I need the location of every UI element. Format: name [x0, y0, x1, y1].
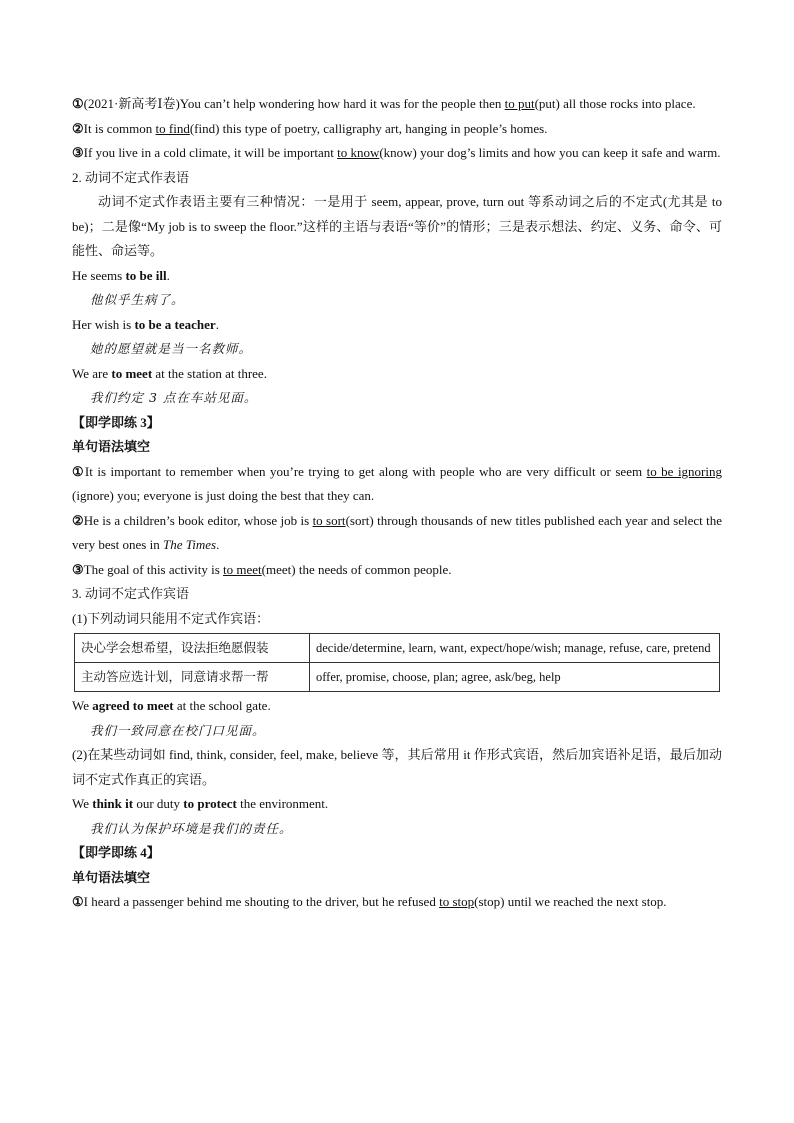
practice-title: 【即学即练 4】 [72, 845, 160, 860]
practice-subtitle: 单句语法填空 [72, 869, 151, 885]
exercise-item: ③The goal of this activity is to meet(meet) the needs of common people. [72, 561, 452, 577]
table-cell-mnemonic: 主动答应选计划，同意请求帮一帮 [75, 663, 310, 692]
example-translation: 我们约定 3 点在车站见面。 [90, 390, 258, 405]
answer: to put [504, 96, 535, 111]
exercise-item: ①(2021·新高考Ⅰ卷)You can’t help wondering how hard it was for the people then to put(put) all those rocks into place. [72, 96, 696, 111]
practice-title: 【即学即练 3】 [72, 414, 160, 430]
example-translation: 她的愿望就是当一名教师。 [90, 341, 253, 356]
example-translation: 我们认为保护环境是我们的责任。 [90, 820, 293, 836]
exercise-item: ③If you live in a cold climate, it will be important to know(know) your dog’s limits and how you can keep it safe and warm. [72, 145, 721, 160]
answer: to find [155, 120, 190, 136]
exercise-item: ②He is a children’s book editor, whose job is to sort(sort) through thousands of new titles published each year and select the very best ones in The Times. [72, 512, 723, 552]
practice-subtitle: 单句语法填空 [72, 439, 151, 454]
answer: to know [337, 145, 380, 160]
exercise-item: ②It is common to find(find) this type of poetry, calligraphy art, hanging in people’s homes. [72, 120, 548, 136]
exercise-item: ①I heard a passenger behind me shouting to the driver, but he refused to stop(stop) until we reached the next stop. [72, 894, 667, 909]
example-sentence: We think it our duty to protect the environment. [72, 796, 329, 811]
subsection-heading: (1)下列动词只能用不定式作宾语： [72, 610, 270, 626]
example-translation: 我们一致同意在校门口见面。 [90, 722, 266, 738]
example-sentence: We agreed to meet at the school gate. [72, 698, 271, 713]
example-translation: 他似乎生病了。 [90, 292, 185, 307]
answer: to meet [223, 561, 262, 577]
table-cell-verbs: decide/determine, learn, want, expect/hope/wish; manage, refuse, care, pretend [310, 634, 720, 663]
example-sentence: He seems to be ill. [72, 267, 170, 283]
section-heading: 2. 动词不定式作表语 [72, 169, 190, 185]
document-page [72, 92, 722, 915]
table-cell-verbs: offer, promise, choose, plan; agree, ask/beg, help [310, 663, 720, 692]
table-cell-mnemonic: 决心学会想希望，设法拒绝愿假装 [75, 634, 310, 663]
table-row [75, 663, 720, 692]
exercise-item: ①It is important to remember when you’re trying to get along with people who are very difficult or seem to be ignoring (ignore) you; everyone is just doing the best that they can. [72, 463, 723, 503]
answer: to sort [312, 512, 346, 528]
answer: to stop [439, 894, 475, 909]
verb-table [74, 633, 720, 692]
section-heading: 3. 动词不定式作宾语 [72, 586, 190, 601]
table-row [75, 634, 720, 663]
example-sentence: Her wish is to be a teacher. [72, 316, 219, 332]
subsection-heading: (2)在某些动词如 find, think, consider, feel, make, believe 等，其后常用 it 作形式宾语，然后加宾语补足语，最后加动词不定式作真正的宾语。 [72, 747, 722, 787]
section-intro: 动词不定式作表语主要有三种情况：一是用于 seem, appear, prove, turn out 等系动词之后的不定式(尤其是 to be)；二是像“My job is to sweep the floor.”这样的主语与表语“等价”的情形；三是表示想法、约定、义务、命令、可能性、命运等。 [72, 194, 722, 258]
answer: to be ignoring [646, 463, 723, 479]
example-sentence: We are to meet at the station at three. [72, 365, 267, 381]
